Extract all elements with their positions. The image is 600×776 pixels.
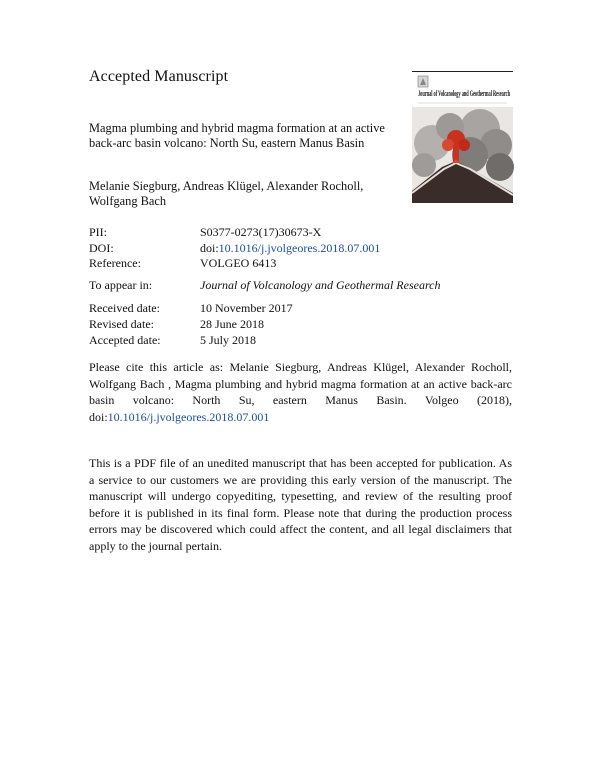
doi-link[interactable]: 10.1016/j.jvolgeores.2018.07.001 <box>218 241 381 255</box>
citation-doi-link[interactable]: 10.1016/j.jvolgeores.2018.07.001 <box>107 409 270 424</box>
revised-value: 28 June 2018 <box>200 317 264 331</box>
article-title: Magma plumbing and hybrid magma formation at an active back-arc basin volcano: North Su, eastern Manus Basin <box>89 121 385 150</box>
citation-paragraph <box>89 359 512 425</box>
doi-label: DOI: <box>89 241 114 255</box>
page-heading: Accepted Manuscript <box>89 68 229 85</box>
appear-in-label: To appear in: <box>89 278 153 292</box>
doi-prefix: doi: <box>200 241 219 255</box>
received-label: Received date: <box>89 301 160 315</box>
appear-in-value: Journal of Volcanology and Geothermal Research <box>200 278 441 292</box>
reference-value: VOLGEO 6413 <box>200 256 277 270</box>
reference-label: Reference: <box>89 256 141 270</box>
journal-cover <box>412 71 513 203</box>
manuscript-notice: This is a PDF file of an unedited manuscript that has been accepted for publication. As a service to our customers we are providing this early version of the manuscript. The manuscript will undergo copyediting, typesetting, and review of the resulting proof before it is published in its final form. Please note that during the production process errors may be discovered which could affect the content, and all legal disclaimers that apply to the journal pertain. <box>89 456 512 553</box>
volcano-eruption-illustration-icon <box>412 107 514 203</box>
received-value: 10 November 2017 <box>200 301 293 315</box>
revised-label: Revised date: <box>89 317 154 331</box>
citation-text: Please cite this article as: Melanie Siegburg, Andreas Klügel, Alexander Rocholl, Wolfgang Bach , Magma plumbing and hybrid magma formation at an active back-arc basin volcano: North Su, eastern Manus Basin. Volgeo (2018), doi: <box>89 360 512 424</box>
doi-value <box>200 241 380 255</box>
accepted-value: 5 July 2018 <box>200 333 257 347</box>
pii-label: PII: <box>89 225 107 239</box>
pii-value: S0377-0273(17)30673-X <box>200 225 322 239</box>
accepted-label: Accepted date: <box>89 333 161 347</box>
article-authors: Melanie Siegburg, Andreas Klügel, Alexander Rocholl, Wolfgang Bach <box>89 179 364 208</box>
cover-journal-name: Journal of Volcanology and Geothermal Research <box>418 89 511 98</box>
publisher-tree-logo-icon <box>418 76 428 87</box>
